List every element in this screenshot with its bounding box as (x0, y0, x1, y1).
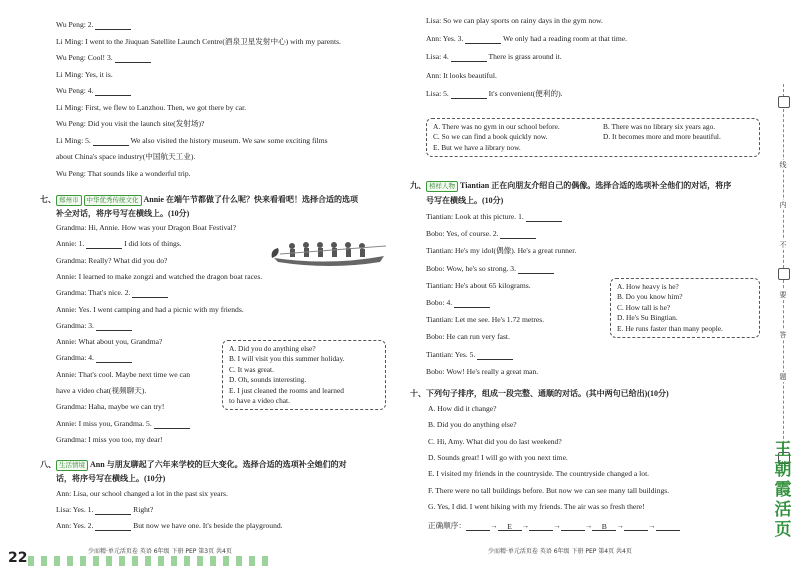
dialogue-line (56, 53, 151, 63)
dialogue-text: There is grass around it. (486, 52, 562, 62)
dialogue-text: Tiantian: Look at this picture. 1. (426, 212, 526, 221)
dialogue-text: Bobo: 4. (426, 298, 455, 307)
option-item: C. So we can find a book quickly now. (433, 132, 548, 142)
dialogue-text: Li Ming: Yes, it is. (56, 69, 113, 79)
dialogue-text: Annie: I miss you, Grandma. 5. (56, 418, 154, 428)
dialogue-line (56, 489, 228, 499)
dialogue-line (426, 367, 538, 377)
order-slot[interactable] (529, 522, 553, 531)
dialogue-line (56, 272, 262, 282)
option-row (433, 132, 753, 142)
dialogue-line (426, 212, 562, 222)
order-slot: B (592, 522, 616, 531)
page-decoration-stripes (28, 556, 268, 566)
order-label: 正确顺序： (428, 521, 466, 530)
dialogue-line (56, 152, 195, 162)
answer-blank[interactable] (96, 322, 132, 331)
dialogue-text: It's convenient(便利的). (486, 88, 563, 98)
right-footer: 少而精·单元活页卷 英语 6年级 下册 PEP 第4页 共4页 (488, 548, 632, 555)
dialogue-text: Ann: Lisa, our school changed a lot in the past six years. (56, 489, 228, 498)
instruction-line-1: Annie 在端午节都做了什么呢？快来看看吧！选择合适的选项 (143, 195, 358, 204)
dialogue-line (426, 350, 513, 360)
dialogue-line (426, 229, 536, 239)
answer-blank[interactable] (115, 54, 151, 63)
scissors-icon (778, 96, 790, 108)
order-slot[interactable] (624, 522, 648, 531)
answer-blank[interactable] (154, 420, 190, 429)
dialogue-line (56, 103, 246, 113)
option-item (603, 143, 753, 153)
answer-blank[interactable] (500, 230, 536, 239)
dialogue-line (56, 505, 153, 515)
order-slot: E (498, 522, 522, 531)
dialogue-text: Grandma: 4. (56, 353, 96, 363)
dialogue-text: Bobo: Wow! He's really a great man. (426, 366, 539, 376)
scissors-icon (778, 268, 790, 280)
dialogue-text: have a video chat(视频聊天). (56, 386, 147, 395)
dialogue-text: Wu Peng: 2. (56, 20, 96, 29)
dialogue-line (56, 288, 168, 298)
option-item: A. Did you do anything else? (229, 344, 316, 353)
dialogue-text: Lisa: So we can play sports on rainy days in the gym now. (426, 16, 603, 25)
order-arrow: → (616, 521, 624, 530)
dialogue-text: Tiantian: He's about 65 kilograms. (426, 280, 531, 290)
order-slot[interactable] (656, 522, 680, 531)
section-number: 八、 (40, 460, 56, 469)
dialogue-line (56, 37, 341, 47)
option-item: E. I just cleaned the rooms and learned (229, 385, 344, 395)
dialogue-line (426, 16, 603, 26)
topic-tag: 榜样人物 (426, 181, 458, 192)
instruction-line-1: Tiantian 正在向朋友介绍自己的偶像。选择合适的选项补全他们的对话，将序 (460, 181, 732, 190)
dialogue-text: about China's space industry(中国航天工业). (56, 152, 196, 161)
dialogue-line (56, 386, 146, 396)
dialogue-line (426, 34, 627, 44)
dialogue-line (56, 119, 204, 129)
dialogue-text: Ann: It looks beautiful. (426, 70, 497, 80)
dialogue-line (56, 370, 190, 380)
answer-blank[interactable] (95, 87, 131, 96)
order-arrow: → (584, 521, 593, 530)
dialogue-text: Bobo: Wow, he's so strong. 3. (426, 263, 518, 273)
dialogue-line (56, 435, 163, 445)
sentence-item: F. There were no tall buildings before. But now we can see many tall buildings. (428, 485, 670, 495)
instruction-line-1: Ann 与朋友聊起了六年来学校的巨大变化。选择合适的选项补全她们的对 (90, 460, 347, 469)
dialogue-text: Tiantian: Yes. 5. (426, 349, 478, 359)
dialogue-line (56, 402, 164, 412)
dialogue-text: I did lots of things. (122, 239, 182, 249)
margin-warning-char: 线 (776, 160, 790, 170)
dialogue-line (56, 321, 132, 331)
dialogue-text: Annie: Yes. I went camping and had a picnic with my friends. (56, 304, 244, 314)
dialogue-line (426, 298, 490, 308)
dialogue-line (56, 256, 167, 266)
answer-blank[interactable] (526, 213, 562, 222)
section-9-heading (410, 180, 731, 192)
dialogue-line (426, 315, 544, 325)
topic-tag: 生活情境 (56, 460, 88, 471)
answer-blank[interactable] (454, 299, 490, 308)
option-row (433, 143, 753, 153)
order-arrow: → (489, 521, 498, 530)
dialogue-text: Tiantian: Let me see. He's 1.72 metres. (426, 315, 545, 325)
sentence-item: A. How did it change? (428, 404, 497, 413)
order-arrow: → (553, 521, 561, 530)
dialogue-text: Lisa: 5. (426, 88, 451, 98)
section-9-options-box (610, 278, 760, 338)
instruction-line-1: 下列句子排序，组成一段完整、通顺的对话。(其中两句已给出)(10分) (426, 389, 669, 398)
answer-blank[interactable] (465, 35, 501, 44)
sentence-item: G. Yes, I did. I went hiking with my friends. The air was so fresh there! (428, 501, 645, 511)
region-tag: 郑州市 (56, 195, 82, 206)
option-item: B. Do you know him? (617, 292, 683, 302)
dialogue-text: Grandma: Haha, maybe we can try! (56, 402, 165, 412)
dialogue-text: Wu Peng: That sounds like a wonderful trip. (56, 168, 191, 178)
dialogue-text: Li Ming: First, we flew to Lanzhou. Then, we got there by car. (56, 102, 247, 112)
option-item: D. Oh, sounds interesting. (229, 375, 307, 385)
dialogue-line (56, 70, 113, 80)
margin-warning-char: 题 (776, 372, 790, 382)
order-arrow: → (647, 521, 656, 530)
section-7-heading (40, 194, 358, 206)
dialogue-line (426, 52, 562, 62)
dialogue-text: Ann: Yes. 3. (426, 34, 466, 44)
dialogue-line (426, 246, 576, 256)
dialogue-line (56, 169, 191, 179)
dialogue-text: Grandma: Hi, Annie. How was your Dragon Boat Festival? (56, 223, 237, 232)
answer-blank[interactable] (96, 354, 132, 363)
section-10-answer-order (428, 521, 680, 531)
dialogue-text: Ann: Yes. 2. (56, 521, 96, 531)
dialogue-text: Lisa: Yes. 1. (56, 505, 96, 515)
dragon-boat-illustration (270, 236, 388, 266)
section-number: 七、 (40, 195, 56, 204)
answer-blank[interactable] (518, 265, 554, 274)
dialogue-text: Right? (131, 505, 154, 515)
dialogue-text: Annie: I learned to make zongzi and watched the dragon boat races. (56, 271, 263, 281)
dialogue-line (56, 223, 236, 233)
dialogue-text: We only had a reading room at that time. (501, 34, 628, 44)
dialogue-line (56, 20, 131, 30)
answer-blank[interactable] (95, 21, 131, 30)
margin-warning-char: 要 (776, 290, 790, 300)
dialogue-text: Wu Peng: 4. (56, 86, 96, 95)
binding-margin (760, 0, 800, 566)
margin-warning-char: 内 (776, 200, 790, 210)
dialogue-line (426, 89, 563, 99)
option-item: B. I will visit you this summer holiday. (229, 354, 345, 364)
section-8-instruction-2: 话，将序号写在横线上。(10分) (56, 474, 166, 483)
dialogue-line (426, 71, 497, 81)
section-number: 九、 (410, 181, 426, 190)
section-number: 十、 (410, 389, 426, 398)
dialogue-line (56, 521, 283, 531)
page-number: 22 (8, 550, 28, 566)
sentence-item: B. Did you do anything else? (428, 420, 517, 430)
margin-warning-char: 答 (776, 330, 790, 340)
dialogue-line (56, 353, 132, 363)
topic-tag: 中华优秀传统文化 (84, 195, 142, 206)
option-item: A. How heavy is he? (617, 282, 679, 291)
section-8-heading (40, 459, 347, 471)
option-item: A. There was no gym in our school before. (433, 122, 560, 131)
dialogue-line (426, 281, 531, 291)
section-7-options-box (222, 340, 386, 410)
section-9-instruction-2: 号写在横线上。(10分) (426, 196, 504, 205)
answer-blank[interactable] (86, 240, 122, 249)
option-item: C. How tall is he? (617, 302, 671, 312)
dialogue-text: Bobo: Yes, of course. 2. (426, 229, 501, 239)
order-slot[interactable] (466, 522, 490, 531)
option-item: E. But we have a library now. (433, 142, 521, 152)
dialogue-line (56, 239, 182, 249)
section-10-heading (410, 388, 669, 399)
sentence-item: E. I visited my friends in the countryside. The countryside changed a lot. (428, 469, 650, 479)
dialogue-text: Bobo: He can run very fast. (426, 332, 510, 342)
order-arrow: → (521, 521, 530, 530)
brand-logo: 王朝霞活页 (774, 440, 792, 540)
answer-blank[interactable] (95, 506, 131, 515)
answer-blank[interactable] (451, 53, 487, 62)
dialogue-text: Li Ming: 5. (56, 135, 93, 145)
dialogue-text: Wu Peng: Did you visit the launch site(发射场)? (56, 119, 205, 128)
dialogue-text: Annie: What about you, Grandma? (56, 337, 163, 347)
answer-blank[interactable] (93, 137, 129, 146)
option-item: E. He runs faster than many people. (617, 323, 723, 333)
sentence-item: D. Sounds great! I will go with you next time. (428, 452, 568, 462)
section-8-options-box (426, 118, 760, 157)
dialogue-line (56, 337, 162, 347)
dialogue-line (426, 264, 554, 274)
answer-blank[interactable] (95, 522, 131, 531)
option-item: C. It was great. (229, 364, 274, 374)
dialogue-text: Annie: That's cool. Maybe next time we can (56, 369, 191, 379)
order-slot[interactable] (561, 522, 585, 531)
answer-blank[interactable] (132, 289, 168, 298)
margin-warning-char: 不 (776, 240, 790, 250)
dialogue-text: Li Ming: I went to the Jiuquan Satellite Launch Centre(酒泉卫星发射中心) with my parents. (56, 36, 341, 46)
dialogue-line (56, 86, 131, 96)
dialogue-text: Annie: 1. (56, 239, 87, 249)
left-footer: 少而精·单元活页卷 英语 6年级 下册 PEP 第3页 共4页 (88, 548, 232, 555)
option-item: B. There was no library six years ago. (603, 122, 716, 131)
dialogue-text: But now we have one. It's beside the playground. (131, 521, 283, 531)
dialogue-line (56, 136, 328, 146)
dialogue-text: Lisa: 4. (426, 52, 451, 62)
dialogue-text: We also visited the history museum. We saw some exciting films (128, 135, 328, 145)
dialogue-text: Wu Peng: Cool! 3. (56, 53, 115, 62)
dialogue-text: Grandma: Really? What did you do? (56, 255, 168, 265)
answer-blank[interactable] (477, 351, 513, 360)
sentence-item: C. Hi, Amy. What did you do last weekend? (428, 436, 562, 446)
dialogue-text: Grandma: 3. (56, 320, 96, 330)
dialogue-line (426, 332, 510, 342)
dialogue-text: Grandma: That's nice. 2. (56, 288, 133, 298)
dialogue-text: Grandma: I miss you too, my dear! (56, 434, 163, 444)
dialogue-line (56, 419, 190, 429)
option-item: D. He's Su Bingtian. (617, 313, 678, 323)
answer-blank[interactable] (451, 90, 487, 99)
option-item: D. It becomes more and more beautiful. (603, 132, 721, 142)
dialogue-line (56, 305, 244, 315)
section-7-instruction-2: 补全对话，将序号写在横线上。(10分) (56, 209, 190, 218)
option-item: to have a video chat. (229, 396, 290, 406)
option-row (433, 122, 753, 132)
dialogue-text: Tiantian: He's my idol(偶像). He's a great runner. (426, 246, 577, 256)
